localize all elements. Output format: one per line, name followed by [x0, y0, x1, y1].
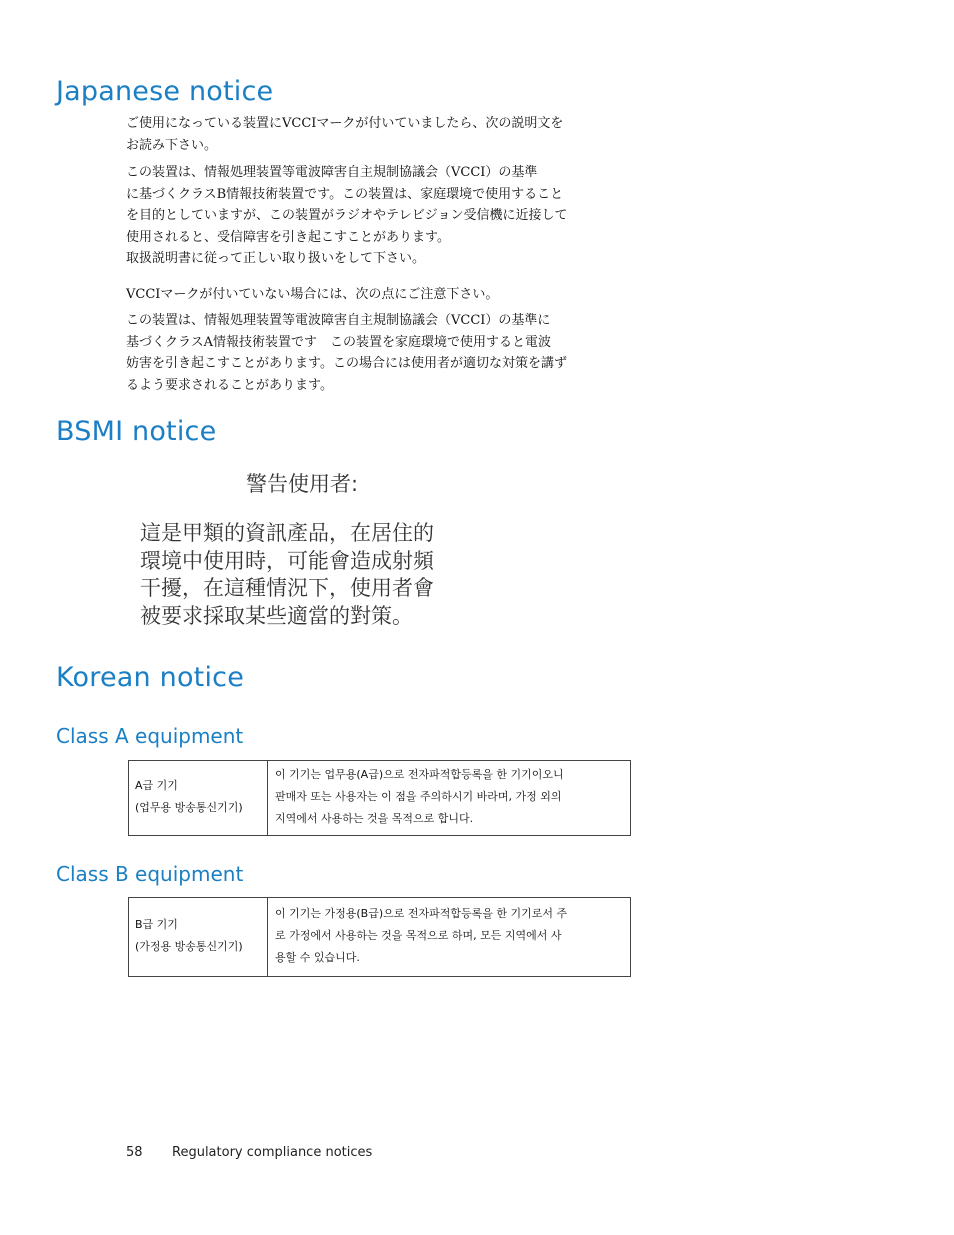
class-a-text-cell: [268, 761, 631, 836]
bsmi-notice-heading: BSMI notice: [56, 416, 217, 447]
text-line: 지역에서 사용하는 것을 목적으로 합니다.: [275, 812, 474, 825]
text-line: (업무용 방송통신기기): [135, 801, 243, 814]
bsmi-warning-heading: 警告使用者:: [246, 472, 359, 496]
class-a-label-cell: [129, 761, 268, 836]
text-line: B급 기기: [135, 918, 178, 931]
japanese-paragraph-3: [126, 284, 616, 306]
korean-notice-heading: Korean notice: [56, 662, 245, 693]
japanese-notice-heading: Japanese notice: [56, 76, 274, 107]
class-a-heading: Class A equipment: [56, 724, 244, 748]
text-line: (가정용 방송통신기기): [135, 940, 243, 953]
text-line: この装置は、情報処理装置等電波障害自主規制協議会（VCCI）の基準: [126, 165, 538, 180]
text-line: 판매자 또는 사용자는 이 점을 주의하시기 바라며, 가정 외의: [275, 790, 562, 803]
class-b-heading: Class B equipment: [56, 862, 244, 886]
bsmi-notice-image: [128, 460, 458, 638]
text-line: 使用されると、受信障害を引き起こすことがあります。: [126, 229, 450, 245]
class-a-table: [128, 760, 631, 836]
text-line: 로 가정에서 사용하는 것을 목적으로 하며, 모든 지역에서 사: [275, 929, 562, 942]
text-line: お読み下さい。: [126, 137, 218, 153]
footer-section-title: Regulatory compliance notices: [172, 1145, 373, 1160]
text-line: るよう要求されることがあります。: [126, 377, 333, 393]
text-line: 용할 수 있습니다.: [275, 951, 360, 964]
text-line: 妨害を引き起こすことがあります。この場合には使用者が適切な対策を講ず: [126, 356, 567, 371]
text-line: VCCIマークが付いていない場合には、次の点にご注意下さい。: [126, 286, 499, 302]
text-line: この装置は、情報処理装置等電波障害自主規制協議会（VCCI）の基準に: [126, 313, 551, 328]
class-b-text-cell: [268, 898, 631, 977]
text-line: 這是甲類的資訊產品，在居住的: [140, 521, 434, 545]
class-b-label-cell: [129, 898, 268, 977]
class-b-table: [128, 897, 631, 977]
text-line: 基づくクラスA情報技術装置です この装置を家庭環境で使用すると電波: [126, 334, 551, 350]
table-row: [129, 898, 631, 977]
text-line: 이 기기는 가정용(B급)으로 전자파적합등록을 한 기기로서 주: [275, 907, 568, 920]
bsmi-warning-text: [140, 520, 434, 630]
table-row: [129, 761, 631, 836]
text-line: A급 기기: [135, 779, 178, 792]
text-line: 被要求採取某些適當的對策。: [140, 603, 413, 628]
text-line: を目的としていますが、この装置がラジオやテレビジョン受信機に近接して: [126, 208, 568, 223]
page-number: 58: [126, 1145, 143, 1160]
text-line: 取扱説明書に従って正しい取り扱いをして下さい。: [126, 251, 426, 266]
text-line: ご使用になっている装置にVCCIマークが付いていましたら、次の説明文を: [126, 116, 564, 131]
japanese-paragraph-4: [126, 310, 616, 396]
japanese-notice-text: [126, 113, 616, 396]
text-line: 이 기기는 업무용(A급)으로 전자파적합등록을 한 기기이오니: [275, 768, 564, 781]
text-line: 干擾，在這種情況下，使用者會: [140, 576, 434, 600]
japanese-paragraph-2: [126, 162, 616, 270]
text-line: 環境中使用時，可能會造成射頻: [140, 548, 434, 573]
text-line: に基づくクラスB情報技術装置です。この装置は、家庭環境で使用すること: [126, 186, 564, 202]
japanese-paragraph-1: [126, 113, 616, 156]
